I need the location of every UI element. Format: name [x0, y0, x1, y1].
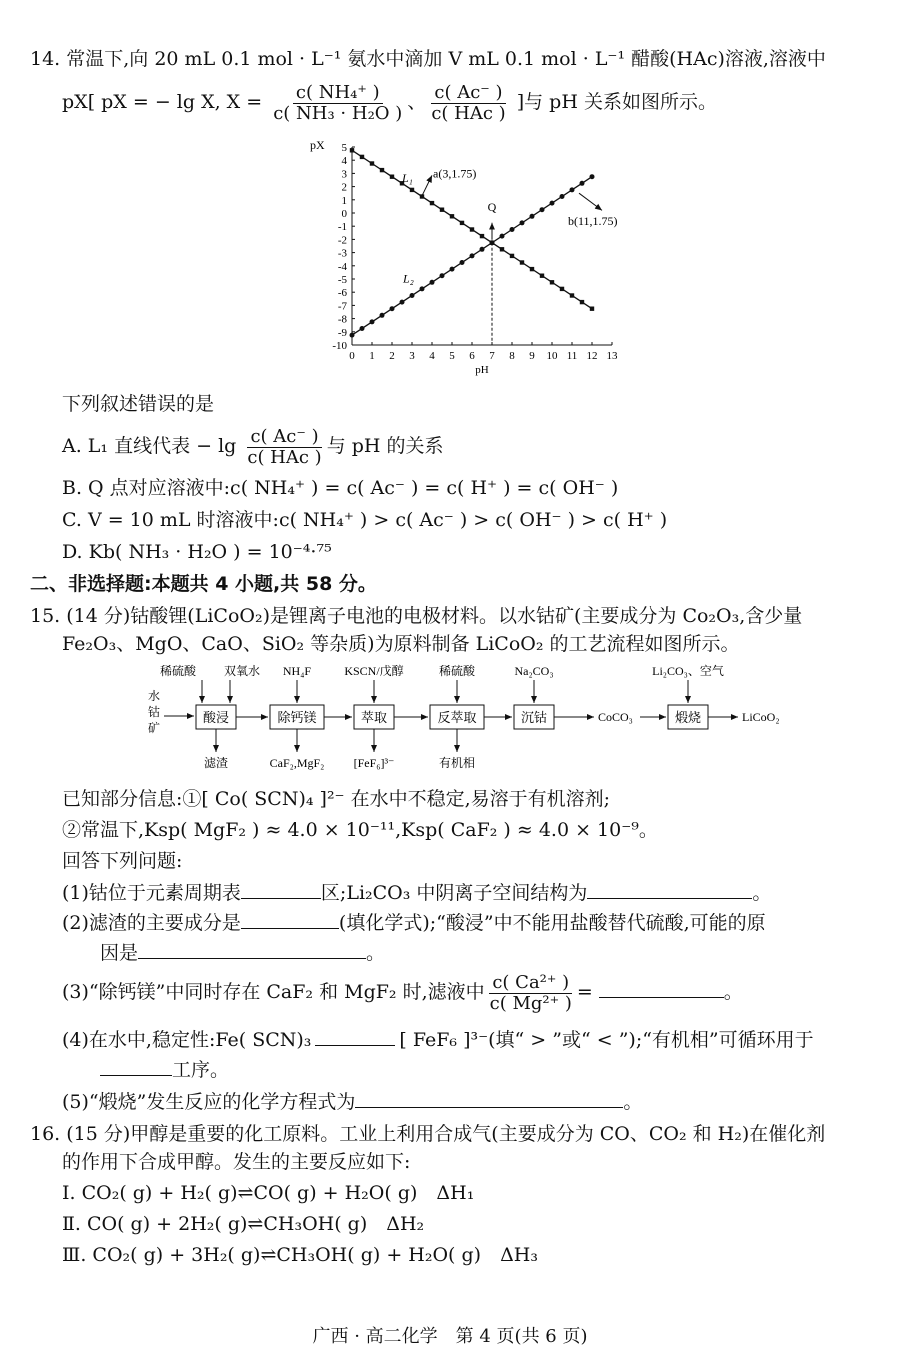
data-point-l1 [570, 293, 574, 297]
label-b: b(11,1.75) [568, 213, 618, 228]
x-tick-label: 0 [349, 350, 355, 362]
data-point-l2 [510, 227, 515, 232]
data-point-l1 [530, 267, 534, 271]
q16-reaction-1: Ⅰ. CO₂( g) + H₂( g)⇌CO( g) + H₂O( g) ΔH₁ [62, 1182, 475, 1204]
fraction-numerator: c( NH₄⁺ ) [293, 83, 383, 104]
box-remove-ca-mg-label: 除钙镁 [277, 710, 317, 725]
data-point-l1 [360, 155, 364, 159]
data-point-l2 [360, 326, 365, 331]
box-precipitate-co-label: 沉钴 [520, 710, 548, 725]
q15-info-1: 已知部分信息:①[ Co( SCN)₄ ]²⁻ 在水中不稳定,易溶于有机溶剂; [62, 788, 611, 810]
source-char-1: 水 [148, 689, 161, 703]
part5-text-b: 。 [623, 1091, 643, 1113]
x-tick-label: 5 [449, 350, 455, 362]
data-point-l2 [350, 333, 355, 338]
data-point-l1 [500, 247, 504, 251]
x-axis-label: pH [475, 364, 489, 376]
data-point-l1 [470, 227, 474, 231]
answer-blank[interactable] [138, 940, 366, 959]
x-tick-label: 3 [409, 350, 415, 362]
box-extraction-label: 萃取 [360, 710, 388, 725]
data-point-l2 [490, 240, 495, 245]
output-organic-phase: 有机相 [438, 756, 476, 770]
input-h2o2: 双氧水 [224, 664, 261, 678]
data-point-l1 [480, 234, 484, 238]
part5-text-a: (5)“煅烧”发生反应的化学方程式为 [62, 1091, 356, 1113]
data-point-l1 [450, 214, 454, 218]
data-point-l1 [440, 208, 444, 212]
part4-text-c: 工序。 [172, 1059, 230, 1081]
answer-blank[interactable] [315, 1027, 395, 1046]
fraction-denominator: c( NH₃ · H₂O ) [273, 102, 403, 124]
output-residue: 滤渣 [203, 756, 229, 770]
x-tick-label: 10 [546, 350, 558, 362]
data-point-l2 [520, 220, 525, 225]
box-back-extraction-label: 反萃取 [437, 710, 477, 725]
part2-text-c: 因是 [100, 942, 139, 964]
data-point-l1 [380, 168, 384, 172]
data-point-l2 [590, 174, 595, 179]
data-point-l2 [430, 280, 435, 285]
q16-line1: 16. (15 分)甲醇是重要的化工原料。工业上利用合成气(主要成分为 CO、CO₂ 和 H₂)在催化剂 [30, 1123, 826, 1145]
label-l1: L₁ [402, 170, 413, 185]
q15-line2: Fe₂O₃、MgO、CaO、SiO₂ 等杂质)为原料制备 LiCoO₂ 的工艺流程如图所示。 [62, 633, 740, 655]
x-tick-label: 7 [489, 350, 495, 362]
box-calcination-label: 煅烧 [674, 710, 702, 725]
q15-part-1 [62, 880, 771, 905]
q16-reaction-3: Ⅲ. CO₂( g) + 3H₂( g)⇌CH₃OH( g) + H₂O( g) ΔH₃ [62, 1244, 538, 1266]
q14-stem-line1: 14. 常温下,向 20 mL 0.1 mol · L⁻¹ 氨水中滴加 V mL 0.1 mol · L⁻¹ 醋酸(HAc)溶液,溶液中 [30, 48, 826, 70]
part3-text-c: 。 [723, 981, 743, 1003]
input-dilute-h2so4-1: 稀硫酸 [160, 664, 197, 678]
fraction-denominator: c( Mg²⁺ ) [489, 992, 572, 1014]
q14-option-b: B. Q 点对应溶液中:c( NH₄⁺ ) = c( Ac⁻ ) = c( H⁺ ) = c( OH⁻ ) [62, 477, 619, 499]
fraction-denominator: c( HAc ) [247, 446, 322, 468]
data-point-l1 [370, 161, 374, 165]
px-ph-chart [300, 135, 640, 385]
data-point-l1 [390, 175, 394, 179]
y-tick-label: 0 [341, 208, 347, 220]
y-tick-label: -9 [337, 326, 347, 339]
intermediate-coco3: CoCO₃ [598, 710, 633, 724]
data-point-l1 [350, 148, 354, 152]
q15-part-4-cont [100, 1057, 229, 1082]
output-fef6: [FeF₆]³⁻ [353, 756, 395, 770]
fraction-numerator: c( Ac⁻ ) [247, 427, 321, 448]
data-point-l2 [450, 267, 455, 272]
q15-line1: 15. (14 分)钴酸锂(LiCoO₂)是锂离子电池的电极材料。以水钴矿(主要成分为 Co₂O₃,含少量 [30, 605, 803, 627]
part2-text-b: (填化学式);“酸浸”中不能用盐酸替代硫酸,可能的原 [338, 912, 766, 934]
q16-line2: 的作用下合成甲醇。发生的主要反应如下: [62, 1151, 411, 1173]
data-point-l2 [380, 313, 385, 318]
answer-blank[interactable] [241, 880, 321, 899]
q15-part-3 [62, 968, 743, 1016]
product-licoo2: LiCoO₂ [742, 710, 780, 724]
input-dilute-h2so4-2: 稀硫酸 [438, 664, 476, 678]
option-a-prefix: A. L₁ 直线代表 − lg [62, 435, 237, 457]
input-na2co3: Na₂CO₃ [514, 664, 554, 678]
fraction-numerator: c( Ac⁻ ) [431, 83, 505, 104]
y-tick-label: -3 [337, 247, 347, 260]
box-acid-leach-label: 酸浸 [202, 710, 230, 725]
x-tick-label: 2 [389, 350, 395, 362]
section-2-heading: 二、非选择题:本题共 4 小题,共 58 分。 [30, 573, 377, 595]
part3-equals: = [576, 981, 593, 1003]
q15-part-5 [62, 1089, 642, 1114]
y-tick-label: -6 [337, 287, 347, 300]
x-tick-label: 1 [369, 350, 375, 362]
q14-option-d: D. Kb( NH₃ · H₂O ) = 10⁻⁴·⁷⁵ [62, 541, 332, 563]
answer-blank[interactable] [241, 910, 339, 929]
y-tick-label: -8 [337, 313, 347, 326]
data-point-l2 [460, 260, 465, 265]
data-point-l1 [430, 201, 434, 205]
page-footer: 广西 · 高二化学 第 4 页(共 6 页) [312, 1326, 588, 1347]
data-point-l2 [550, 201, 555, 206]
data-point-l2 [560, 194, 565, 199]
option-a-fraction [244, 427, 324, 468]
y-tick-label: 4 [341, 155, 347, 168]
x-tick-label: 12 [586, 350, 598, 362]
input-nh4f: NH₄F [282, 664, 312, 678]
x-tick-label: 13 [606, 350, 618, 362]
data-point-l2 [370, 319, 375, 324]
part2-text-d: 。 [366, 942, 386, 964]
data-point-l2 [580, 181, 585, 186]
source-char-3: 矿 [148, 721, 161, 735]
q14-stem-prefix: pX[ pX = − lg X, X = [62, 91, 263, 113]
data-point-l2 [400, 300, 405, 305]
x-tick-label: 6 [469, 350, 475, 362]
y-tick-label: -2 [337, 234, 347, 247]
data-point-l2 [540, 207, 545, 212]
separator: 、 [407, 91, 427, 113]
fraction-denominator: c( HAc ) [431, 102, 506, 124]
data-point-l1 [590, 307, 594, 311]
data-point-l2 [470, 253, 475, 258]
answer-blank[interactable] [587, 880, 752, 899]
process-flow-diagram [140, 660, 800, 778]
source-char-2: 钴 [148, 705, 161, 719]
part4-text-a: (4)在水中,稳定性:Fe( SCN)₃ [62, 1029, 312, 1051]
q15-part-4 [62, 1027, 814, 1052]
data-point-l1 [560, 287, 564, 291]
y-tick-label: -4 [337, 260, 347, 273]
x-tick-label: 8 [509, 350, 515, 362]
data-point-l2 [530, 214, 535, 219]
q16-reaction-2: Ⅱ. CO( g) + 2H₂( g)⇌CH₃OH( g) ΔH₂ [62, 1213, 425, 1235]
data-point-l2 [410, 293, 415, 298]
data-point-l1 [460, 221, 464, 225]
y-axis-label: pX [310, 138, 325, 152]
answer-blank[interactable] [100, 1057, 172, 1076]
data-point-l1 [580, 300, 584, 304]
x-tick-label: 4 [429, 350, 435, 362]
arrow-a [421, 175, 432, 197]
q14-stem-line2 [62, 80, 717, 124]
part4-text-b: [ FeF₆ ]³⁻(填“ > ”或“ < ”);“有机相”可循环用于 [399, 1029, 814, 1051]
data-point-l1 [550, 280, 554, 284]
x-tick-label: 11 [566, 350, 578, 362]
data-point-l2 [440, 273, 445, 278]
data-point-l1 [410, 188, 414, 192]
y-tick-label: 5 [341, 142, 347, 154]
label-a: a(3,1.75) [433, 166, 477, 181]
answer-blank[interactable] [599, 979, 724, 998]
y-tick-label: -7 [337, 300, 347, 313]
part1-text-c: 。 [752, 882, 772, 904]
data-point-l2 [570, 187, 575, 192]
y-tick-label: -1 [337, 221, 347, 234]
y-tick-label: 2 [341, 181, 347, 194]
option-a-suffix: 与 pH 的关系 [326, 435, 444, 457]
output-caf2-mgf2: CaF₂,MgF₂ [269, 756, 325, 770]
q14-question: 下列叙述错误的是 [62, 393, 215, 415]
data-point-l2 [480, 247, 485, 252]
part1-text-a: (1)钴位于元素周期表 [62, 882, 241, 904]
data-point-l1 [510, 254, 514, 258]
part3-text-a: (3)“除钙镁”中同时存在 CaF₂ 和 MgF₂ 时,滤液中 [62, 981, 485, 1003]
label-q: Q [487, 200, 497, 215]
data-point-l2 [420, 286, 425, 291]
q15-answer-prompt: 回答下列问题: [62, 850, 183, 872]
answer-blank[interactable] [355, 1089, 623, 1108]
q14-fraction-ac [428, 83, 508, 124]
data-point-l2 [500, 234, 505, 239]
y-tick-label: -10 [332, 340, 347, 352]
data-point-l2 [390, 306, 395, 311]
q14-stem-suffix: ]与 pH 关系如图所示。 [516, 91, 717, 113]
part1-text-b: 区;Li₂CO₃ 中阴离子空间结构为 [320, 882, 588, 904]
fraction-numerator: c( Ca²⁺ ) [489, 973, 572, 994]
x-tick-label: 9 [529, 350, 535, 362]
y-tick-label: -5 [337, 274, 347, 286]
input-li2co3-air: Li₂CO₃、空气 [652, 664, 724, 678]
y-tick-label: 1 [341, 194, 347, 207]
data-point-l1 [540, 274, 544, 278]
input-kscn-pentanol: KSCN/戊醇 [344, 664, 404, 678]
q14-fraction-nh4 [270, 83, 405, 124]
part2-text-a: (2)滤渣的主要成分是 [62, 912, 241, 934]
part3-fraction [487, 973, 575, 1014]
q15-part-2-cont [100, 940, 385, 965]
label-l2: L₂ [403, 271, 414, 286]
arrow-b [579, 193, 602, 210]
q15-info-2: ②常温下,Ksp( MgF₂ ) ≈ 4.0 × 10⁻¹¹,Ksp( CaF₂ ) ≈ 4.0 × 10⁻⁹。 [62, 819, 658, 841]
y-tick-label: 3 [341, 168, 347, 181]
q14-option-a [62, 424, 444, 468]
data-point-l1 [520, 260, 524, 264]
q15-part-2 [62, 910, 766, 935]
q14-option-c: C. V = 10 mL 时溶液中:c( NH₄⁺ ) > c( Ac⁻ ) > c( OH⁻ ) > c( H⁺ ) [62, 509, 668, 531]
